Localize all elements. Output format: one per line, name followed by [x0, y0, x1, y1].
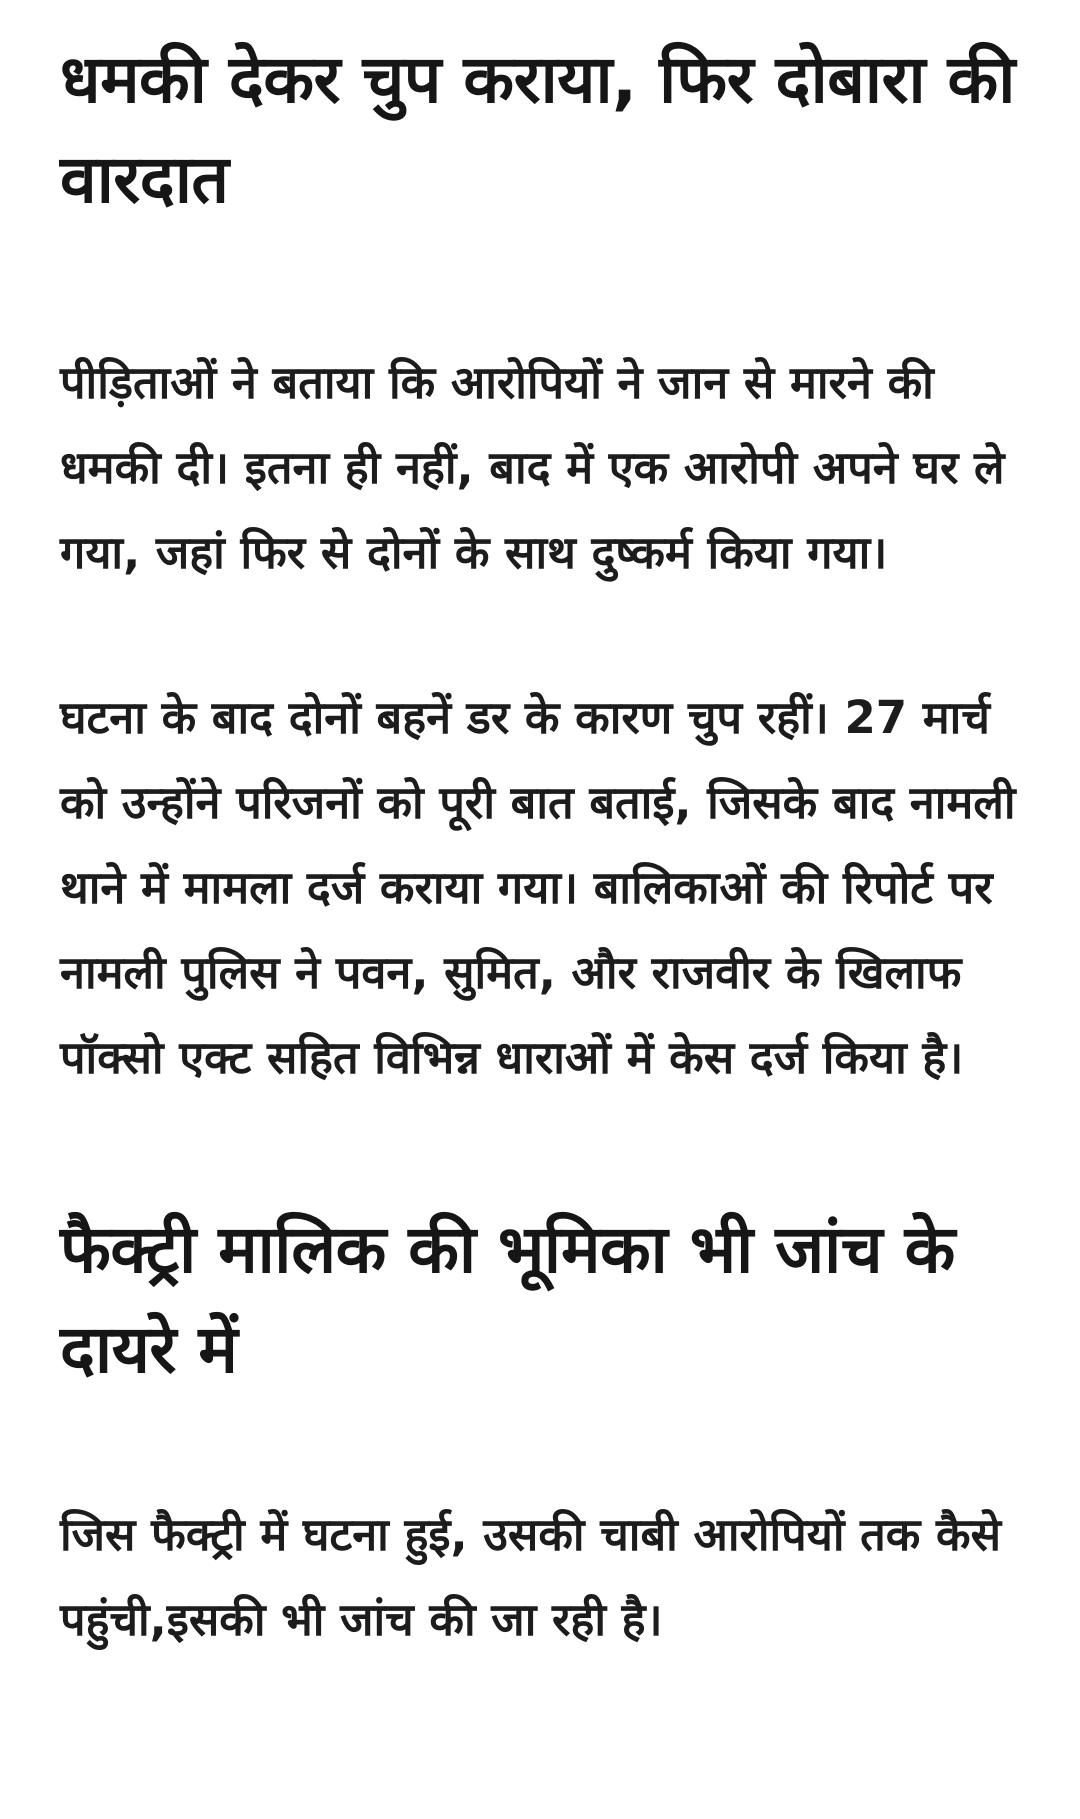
- paragraph-case-registered: घटना के बाद दोनों बहनें डर के कारण चुप रहीं। 27 मार्च को उन्होंने परिजनों को पूरी बात बताई, जिसके बाद नामली थाने में मामला दर्ज कराया गया। बालिकाओं की रिपोर्ट पर नामली पुलिस ने पवन, सुमित, और राजवीर के खिलाफ पॉक्सो एक्ट सहित विभिन्न धाराओं में केस दर्ज किया है।: [60, 691, 1016, 1084]
- paragraph-factory-key-investigation: जिस फैक्ट्री में घटना हुई, उसकी चाबी आरोपियों तक कैसे पहुंची,इसकी भी जांच की जा रही है।: [60, 1508, 1002, 1646]
- section-heading-factory-owner: फैक्ट्री मालिक की भूमिका भी जांच के दायरे में: [60, 1211, 955, 1388]
- section-heading-threat: धमकी देकर चुप कराया, फिर दोबारा की वारदात: [60, 41, 1015, 218]
- paragraph-victims-statement: पीड़िताओं ने बताया कि आरोपियों ने जान से मारने की धमकी दी। इतना ही नहीं, बाद में एक आरोपी अपने घर ले गया, जहां फिर से दोनों के साथ दुष्कर्म किया गया।: [60, 356, 1005, 579]
